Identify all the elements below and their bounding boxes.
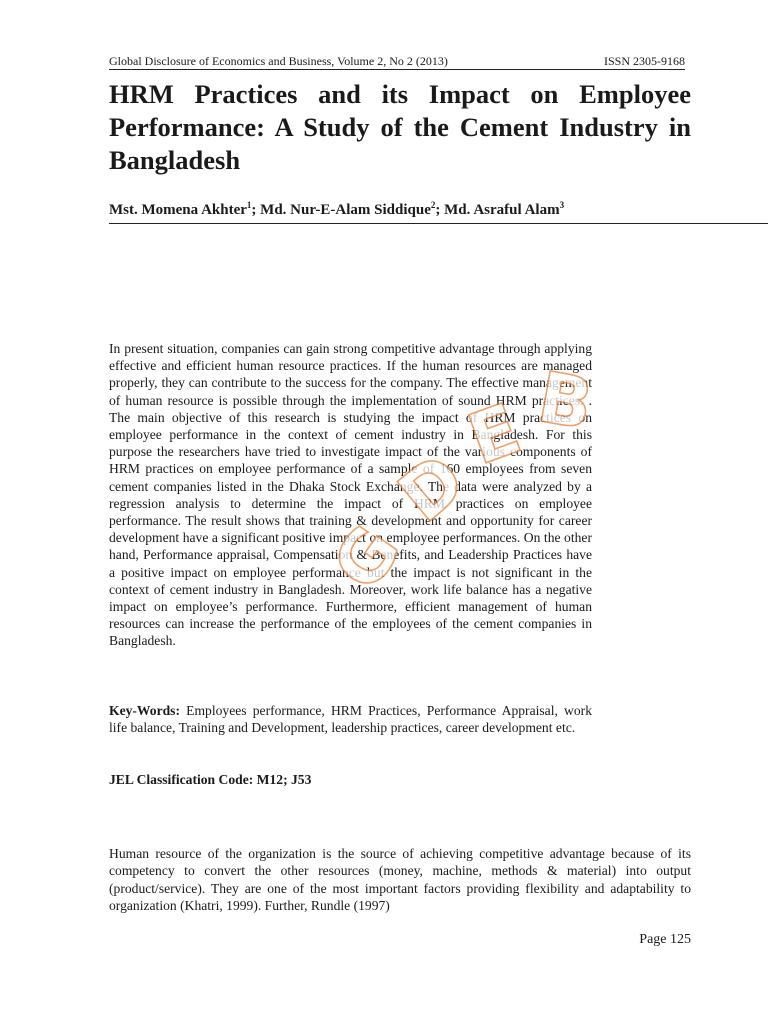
page-number: Page 125 [639,932,691,947]
watermark-letter-b: B [532,355,599,447]
author-name: Md. Nur-E-Alam Siddique [260,202,431,218]
author-name: Md. Asraful Alam [444,202,560,218]
author-separator: ; [251,202,261,218]
author-list [109,200,768,224]
keywords-list: Employees performance, HRM Practices, Performance Appraisal, work life balance, Training and Development, leadership practices, career development etc. [109,703,592,736]
introduction-text: Human resource of the organization is the source of achieving competitive advantage because of its competency to convert the other resources (money, machine, methods & material) into output (product/service). They are one of the most important factors providing flexibility and adaptability to organization (Khatri, 1999). Further, Rundle (1997) [109,846,691,914]
issn-label: ISSN 2305-9168 [603,54,685,68]
paper-title: HRM Practices and its Impact on Employee Performance: A Study of the Cement Industry in Bangladesh [109,79,691,175]
keywords [109,702,592,736]
abstract-text: In present situation, companies can gain strong competitive advantage through applying effective and efficient human resource practices. If the human resources are managed properly, they can contribute to the success for the company. The effective management of human resource is possible through the implementation of sound HRM practices. . The main objective of this research is studying the impact of HRM practices on employee performance in the context of cement industry in Bangladesh. For this purpose the researchers have tried to investigate impact of the various components of HRM practices on employee performance of a sample of 160 employees from seven cement companies listed in the Dhaka Stock Exchange. The data were analyzed by a regression analysis to determine the impact of HRM practices on employee performance. The result shows that training & development and opportunity for career development have a significant positive impact on employee performances. On the other hand, Performance appraisal, Compensation & Benefits, and Leadership Practices have a positive impact on employee performance but the impact is not significant in the context of cement industry in Bangladesh. Moreover, work life balance has a negative impact on employee’s performance. Furthermore, efficient management of human resources can increase the performance of the employees of the cement companies in Bangladesh. [109,341,592,649]
watermark-letter-g: G [316,510,417,605]
jel-classification: JEL Classification Code: M12; J53 [109,772,312,787]
watermark-letter-d: D [383,437,481,539]
running-header [109,54,685,70]
author-affiliation-mark: 2 [430,200,436,210]
watermark-letter-e: E [457,387,531,481]
journal-citation: Global Disclosure of Economics and Business, Volume 2, No 2 (2013) [109,54,448,68]
author-affiliation-mark: 3 [559,200,565,210]
author-affiliation-mark: 1 [246,200,252,210]
author-name: Mst. Momena Akhter [109,202,247,218]
author-separator: ; [435,202,445,218]
keywords-label: Key-Words: [109,703,180,718]
